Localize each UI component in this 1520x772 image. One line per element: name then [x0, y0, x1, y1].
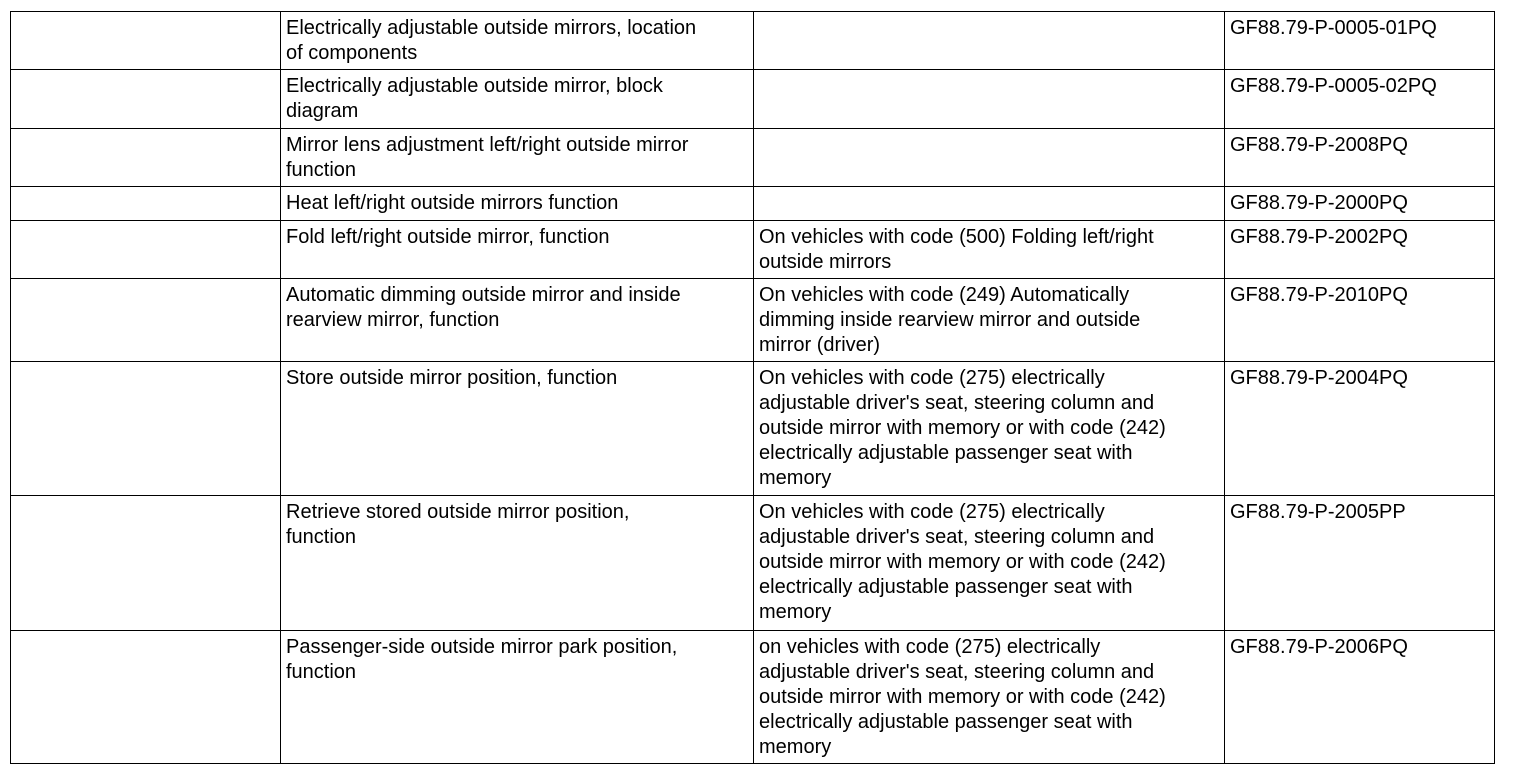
table-row: [11, 496, 1495, 631]
table-row: [11, 631, 1495, 764]
document-title-cell[interactable]: Mirror lens adjustment left/right outside mirror function: [281, 129, 754, 187]
table-row: [11, 362, 1495, 496]
applicability-cell: [754, 12, 1225, 70]
applicability-cell: [754, 70, 1225, 129]
document-number-cell[interactable]: GF88.79-P-2004PQ: [1225, 362, 1495, 496]
empty-cell: [11, 187, 281, 221]
applicability-cell: On vehicles with code (249) Automatically dimming inside rearview mirror and outside mirror (driver): [754, 279, 1225, 362]
document-title-cell[interactable]: Automatic dimming outside mirror and inside rearview mirror, function: [281, 279, 754, 362]
empty-cell: [11, 362, 281, 496]
document-title-cell[interactable]: Electrically adjustable outside mirrors, location of components: [281, 12, 754, 70]
document-number-cell[interactable]: GF88.79-P-2008PQ: [1225, 129, 1495, 187]
document-title-cell[interactable]: Heat left/right outside mirrors function: [281, 187, 754, 221]
applicability-cell: on vehicles with code (275) electrically adjustable driver's seat, steering column and outside mirror with memory or with code (242) electrically adjustable passenger seat with memory: [754, 631, 1225, 764]
document-table: [10, 11, 1495, 764]
document-title-cell[interactable]: Retrieve stored outside mirror position, function: [281, 496, 754, 631]
empty-cell: [11, 129, 281, 187]
document-number-cell[interactable]: GF88.79-P-0005-02PQ: [1225, 70, 1495, 129]
empty-cell: [11, 12, 281, 70]
empty-cell: [11, 279, 281, 362]
empty-cell: [11, 631, 281, 764]
document-number-cell[interactable]: GF88.79-P-2006PQ: [1225, 631, 1495, 764]
document-title-cell[interactable]: Store outside mirror position, function: [281, 362, 754, 496]
applicability-cell: On vehicles with code (500) Folding left/right outside mirrors: [754, 221, 1225, 279]
document-number-cell[interactable]: GF88.79-P-2002PQ: [1225, 221, 1495, 279]
applicability-cell: On vehicles with code (275) electrically adjustable driver's seat, steering column and outside mirror with memory or with code (242) electrically adjustable passenger seat with memory: [754, 362, 1225, 496]
table-row: [11, 12, 1495, 70]
empty-cell: [11, 70, 281, 129]
table-row: [11, 129, 1495, 187]
table-row: [11, 279, 1495, 362]
empty-cell: [11, 496, 281, 631]
document-number-cell[interactable]: GF88.79-P-2010PQ: [1225, 279, 1495, 362]
table-row: [11, 221, 1495, 279]
applicability-cell: [754, 187, 1225, 221]
document-title-cell[interactable]: Fold left/right outside mirror, function: [281, 221, 754, 279]
document-number-cell[interactable]: GF88.79-P-2000PQ: [1225, 187, 1495, 221]
applicability-cell: On vehicles with code (275) electrically adjustable driver's seat, steering column and outside mirror with memory or with code (242) electrically adjustable passenger seat with memory: [754, 496, 1225, 631]
document-title-cell[interactable]: Passenger-side outside mirror park position, function: [281, 631, 754, 764]
table-row: [11, 70, 1495, 129]
applicability-cell: [754, 129, 1225, 187]
document-title-cell[interactable]: Electrically adjustable outside mirror, block diagram: [281, 70, 754, 129]
empty-cell: [11, 221, 281, 279]
table-row: [11, 187, 1495, 221]
document-number-cell[interactable]: GF88.79-P-0005-01PQ: [1225, 12, 1495, 70]
document-number-cell[interactable]: GF88.79-P-2005PP: [1225, 496, 1495, 631]
